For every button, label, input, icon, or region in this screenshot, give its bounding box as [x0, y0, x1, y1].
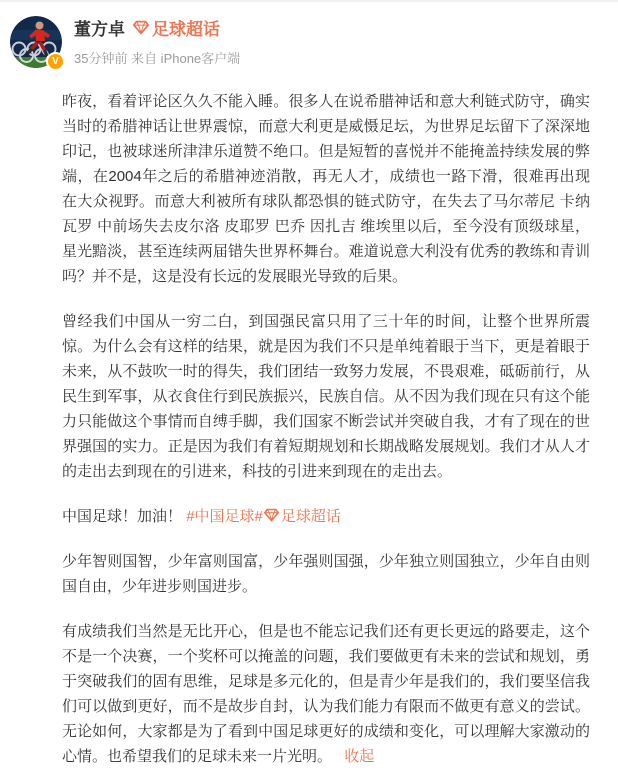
supertopic-link-label: 足球超话: [280, 508, 341, 525]
paragraph-1: 昨夜，看着评论区久久不能入睡。很多人在说希腊神话和意大利链式防守，确实当时的希腊神话让世界震惊，而意大利更是威慑足坛，为世界足坛留下了深深地印记，也被球迷所津津乐道赞不绝口。但是短暂的喜悦并不能掩盖持续发展的弊端，在2004年之后的希腊神迹消散，再无人才，成绩也一路下滑，很难再出现在大众视野。而意大利被所有球队都恐惧的链式防守，在失去了马尔蒂尼 卡纳瓦罗 中前场失去皮尔洛 皮耶罗 巴乔 因扎吉 维埃里以后，至今没有顶级球星，星光黯淡，甚至连续两届错失世界杯舞台。难道说意大利没有优秀的教练和青训吗？并不是，这是没有长远的发展眼光导致的后果。: [62, 93, 590, 285]
paragraph-5: [62, 619, 590, 769]
supertopic-badge-label: 足球超话: [152, 20, 220, 39]
post-header: [0, 2, 618, 68]
avatar[interactable]: [10, 16, 62, 68]
username[interactable]: 董方卓: [74, 20, 125, 39]
supertopic-link[interactable]: [263, 508, 341, 525]
hashtag-link[interactable]: #中国足球#: [186, 508, 263, 525]
collapse-link[interactable]: 收起: [344, 748, 375, 765]
gem-icon: [133, 20, 149, 40]
verified-v-icon: V: [46, 52, 65, 71]
post-body: [62, 89, 590, 769]
header-text: [74, 16, 240, 67]
post-meta: 35分钟前 来自 iPhone客户端: [74, 51, 241, 66]
supertopic-badge[interactable]: [133, 20, 220, 40]
gem-icon: [263, 508, 281, 525]
paragraph-cheer: [62, 504, 590, 529]
cheer-text: 中国足球！加油！: [62, 508, 183, 525]
paragraph-5-text: 有成绩我们当然是无比开心，但是也不能忘记我们还有更长更远的路要走，这个不是一个决赛，一个奖杯可以掩盖的问题，我们要做更有未来的尝试和规划，勇于突破我们的固有思维，足球是多元化的，但是青少年是我们的，我们要坚信我们可以做到更好，而不是故步自封，认为我们能力有限而不做更有意义的尝试。无论如何，大家都是为了看到中国足球更好的成绩和变化，可以理解大家激动的心情。也希望我们的足球未来一片光明。: [62, 623, 590, 765]
paragraph-4: 少年智则国智，少年富则国富，少年强则国强，少年独立则国独立，少年自由则国自由，少年进步则国进步。: [62, 553, 590, 595]
paragraph-2: 曾经我们中国从一穷二白，到国强民富只用了三十年的时间，让整个世界所震惊。为什么会有这样的结果，就是因为我们不只是单纯着眼于当下，更是着眼于未来，从不鼓吹一时的得失，我们团结一致努力发展，不畏艰难，砥砺前行，从民生到军事，从衣食住行到民族振兴，民族自信。从不因为我们现在只有这个能力只能做这个事情而自缚手脚，我们国家不断尝试并突破自我，才有了现在的世界强国的实力。正是因为我们有着短期规划和长期战略发展规划。我们才从人才的走出去到现在的引进来，科技的引进来到现在的走出去。: [62, 313, 590, 480]
